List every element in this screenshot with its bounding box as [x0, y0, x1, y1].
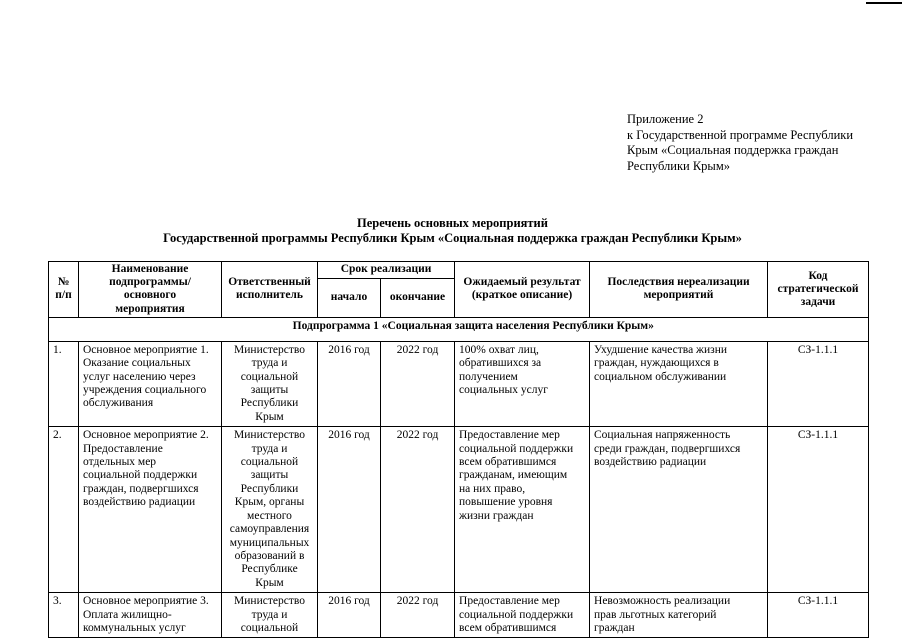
row-consequences: Невозможность реализации прав льготных категорий граждан — [590, 593, 768, 638]
row-code: СЗ-1.1.1 — [768, 427, 869, 593]
row-executor: Министерство труда и социальной защиты Республики Крым — [222, 341, 318, 426]
row-start: 2016 год — [318, 427, 381, 593]
row-end: 2022 год — [381, 341, 455, 426]
activities-table — [48, 261, 869, 638]
header-num: № п/п — [49, 262, 79, 318]
appendix-line: Республики Крым» — [627, 158, 730, 173]
top-edge-mark — [866, 2, 902, 4]
header-end: окончание — [381, 278, 455, 317]
row-name: Основное мероприятие 2. Предоставление отдельных мер социальной поддержки граждан, подвергшихся воздействию радиации — [79, 427, 222, 593]
title-line-2: Государственной программы Республики Крым «Социальная поддержка граждан Республики Крым» — [163, 231, 742, 245]
row-num: 1. — [49, 341, 79, 426]
appendix-line: к Государственной программе Республики — [627, 127, 854, 142]
header-result: Ожидаемый результат (краткое описание) — [455, 262, 590, 318]
row-name: Основное мероприятие 1. Оказание социальных услуг населению через учреждения социального обслуживания — [79, 341, 222, 426]
row-start: 2016 год — [318, 341, 381, 426]
row-result: Предоставление мер социальной поддержки всем обратившимся гражданам, имеющим на них право, повышение уровня жизни граждан — [455, 427, 590, 593]
table-row — [49, 593, 869, 638]
row-end: 2022 год — [381, 593, 455, 638]
row-name: Основное мероприятие 3. Оплата жилищно- коммунальных услуг — [79, 593, 222, 638]
row-consequences: Социальная напряженность среди граждан, подвергшихся воздействию радиации — [590, 427, 768, 593]
appendix-line: Крым «Социальная поддержка граждан — [627, 143, 839, 157]
row-code: СЗ-1.1.1 — [768, 593, 869, 638]
appendix-note — [627, 112, 853, 174]
row-code: СЗ-1.1.1 — [768, 341, 869, 426]
row-num: 2. — [49, 427, 79, 593]
subprogram-title: Подпрограмма 1 «Социальная защита населения Республики Крым» — [79, 317, 869, 341]
header-executor: Ответственный исполнитель — [222, 262, 318, 318]
header-name: Наименование подпрограммы/ основного мероприятия — [79, 262, 222, 318]
table-row — [49, 341, 869, 426]
row-result: Предоставление мер социальной поддержки всем обратившимся — [455, 593, 590, 638]
header-code: Код стратегической задачи — [768, 262, 869, 318]
row-end: 2022 год — [381, 427, 455, 593]
title-line-1: Перечень основных мероприятий — [357, 216, 548, 230]
row-result: 100% охват лиц, обратившихся за получением социальных услуг — [455, 341, 590, 426]
row-num: 3. — [49, 593, 79, 638]
header-period: Срок реализации — [318, 262, 455, 279]
document-title — [0, 216, 905, 246]
header-consequences: Последствия нереализации мероприятий — [590, 262, 768, 318]
row-executor: Министерство труда и социальной — [222, 593, 318, 638]
row-consequences: Ухудшение качества жизни граждан, нуждающихся в социальном обслуживании — [590, 341, 768, 426]
row-executor: Министерство труда и социальной защиты Республики Крым, органы местного самоуправления муниципальных образований в Республике Крым — [222, 427, 318, 593]
row-start: 2016 год — [318, 593, 381, 638]
header-start: начало — [318, 278, 381, 317]
table-row — [49, 427, 869, 593]
appendix-line: Приложение 2 — [627, 112, 704, 126]
